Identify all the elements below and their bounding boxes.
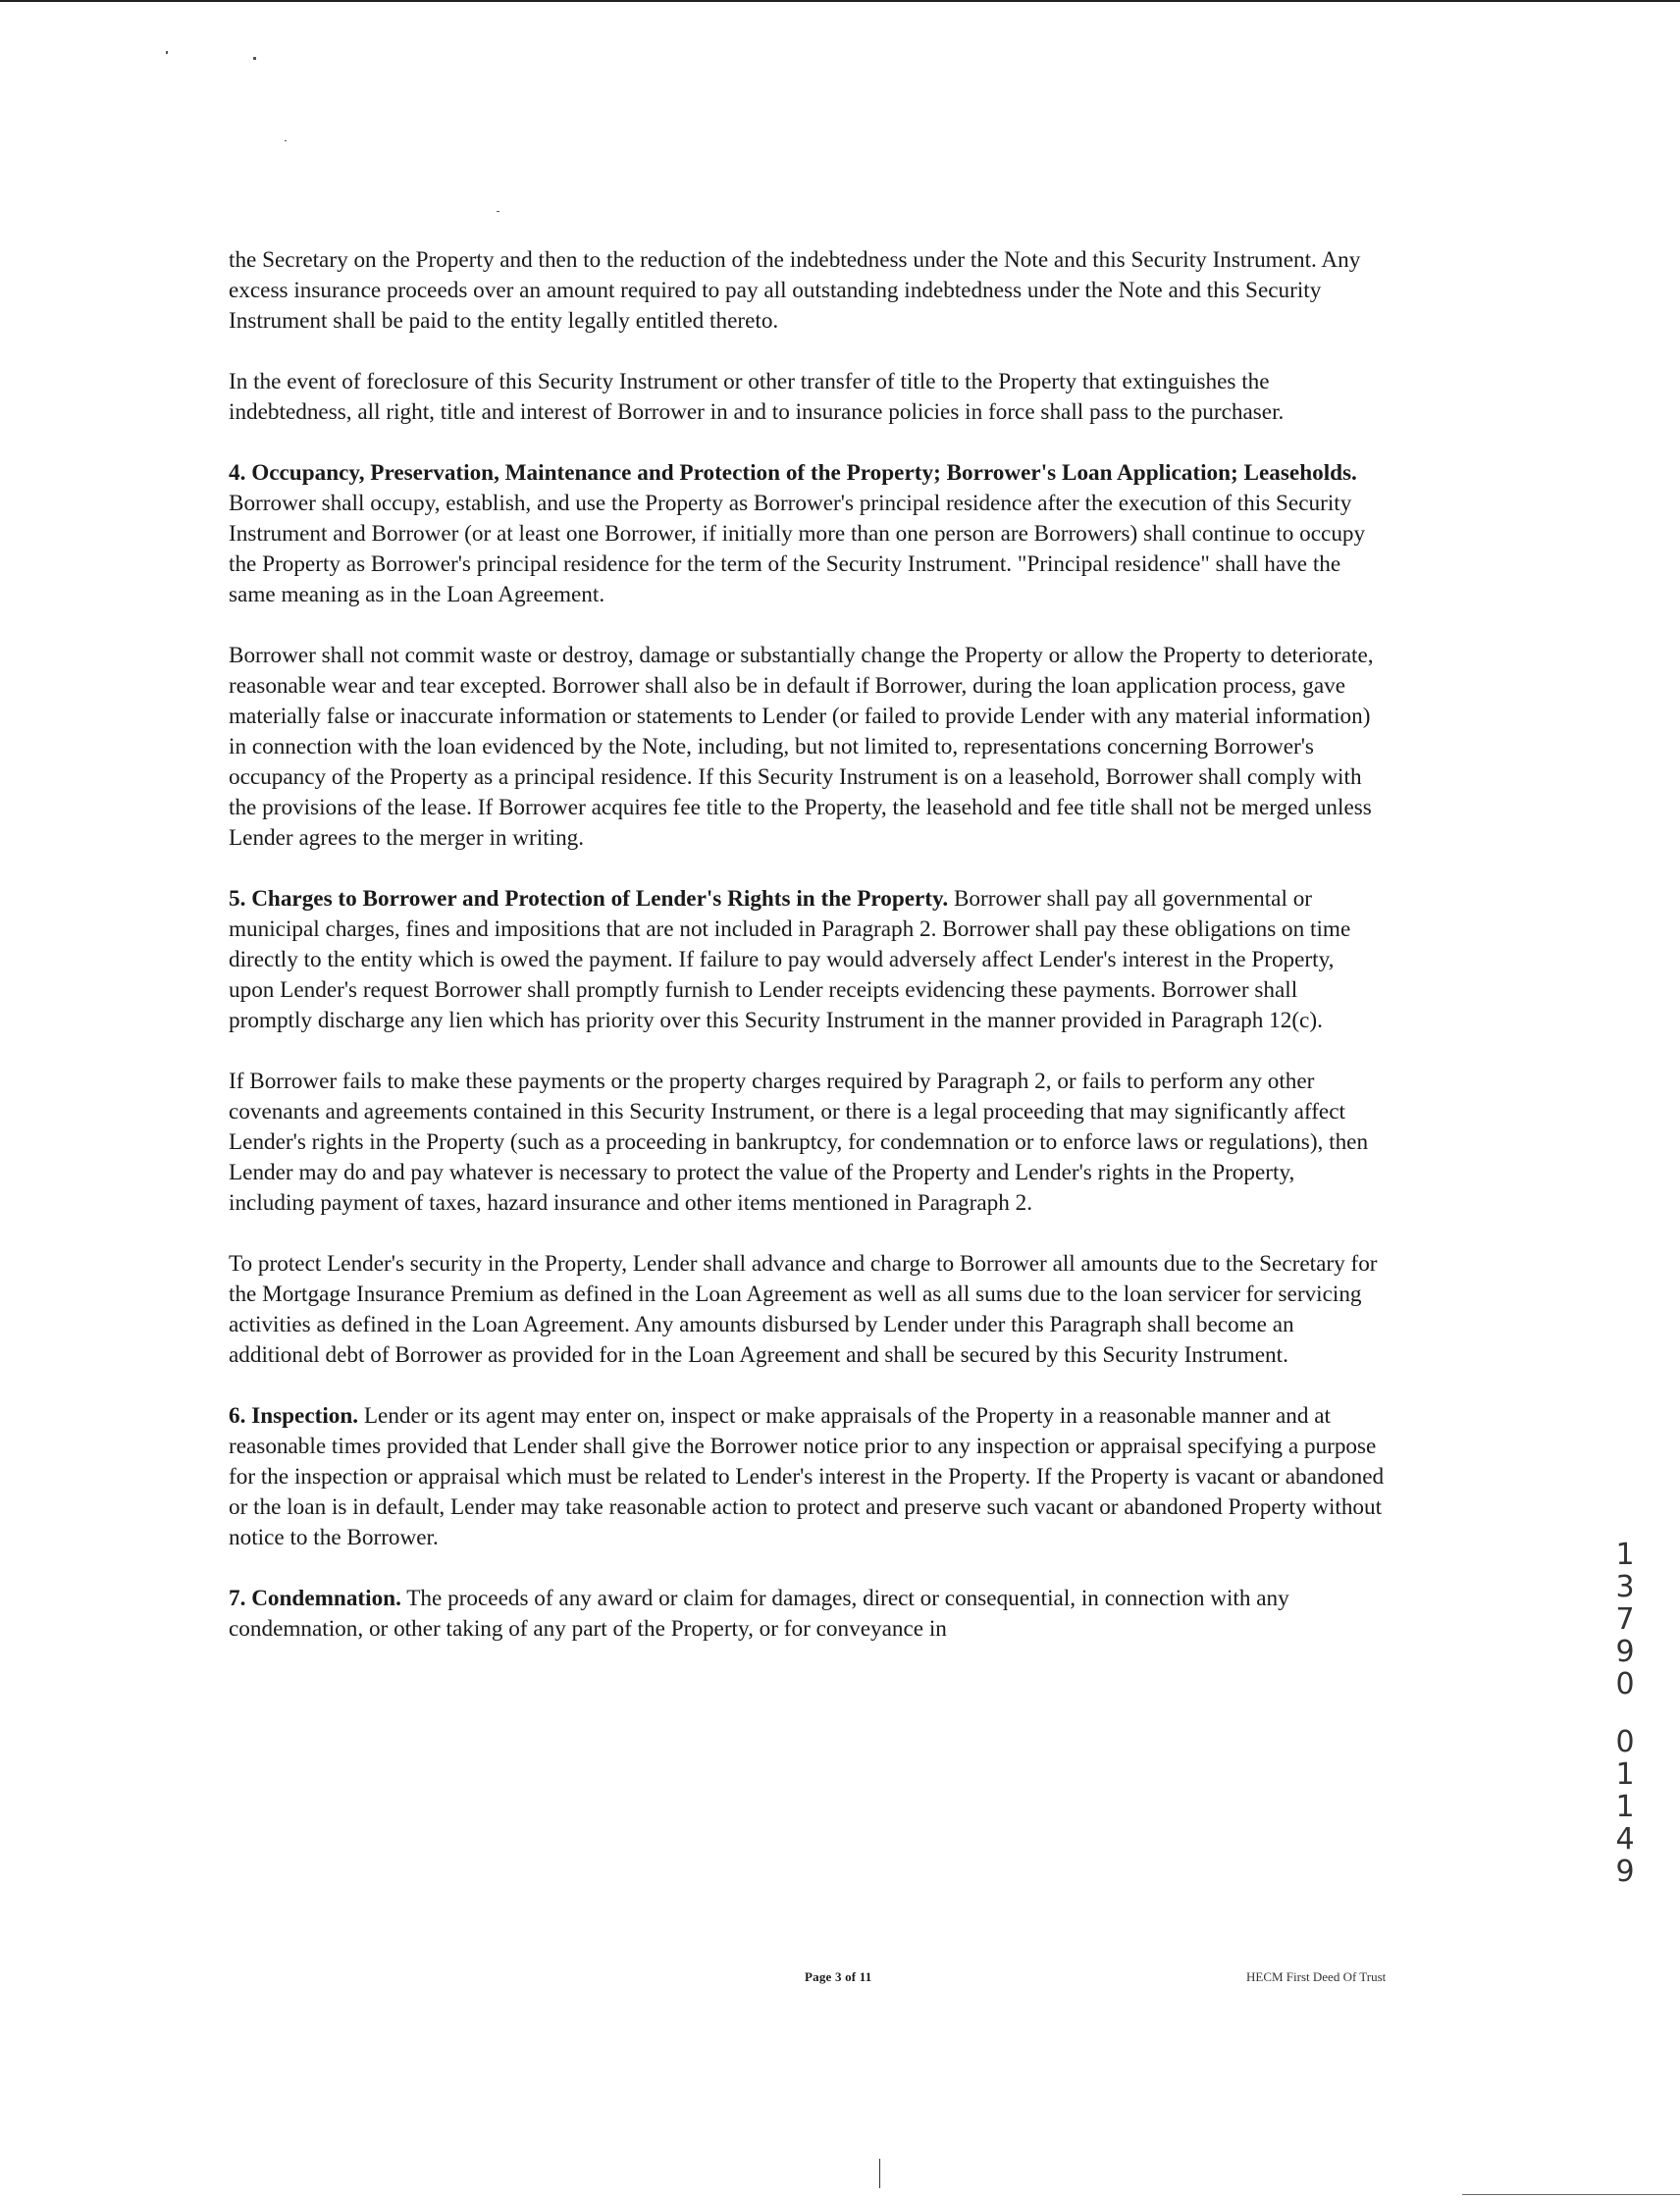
paragraph bbox=[229, 641, 1385, 854]
scan-speck bbox=[497, 211, 499, 212]
stamp-digit: 9 bbox=[1615, 1855, 1635, 1889]
paragraph-text: To protect Lender's security in the Property, Lender shall advance and charge to Borrower all amounts due to the Secretary for the Mortgage Insurance Premium as defined in the Loan Agreement as well as all sums due to the loan servicer for servicing activities as defined in the Loan Agreement. Any amounts disbursed by Lender under this Paragraph shall become an additional debt of Borrower as provided for in the Loan Agreement and shall be secured by this Security Instrument. bbox=[229, 1251, 1378, 1368]
section-6-inspection bbox=[229, 1401, 1385, 1553]
paragraph-heading: 7. Condemnation. bbox=[229, 1586, 401, 1611]
document-title-footer: HECM First Deed Of Trust bbox=[1246, 1969, 1387, 1984]
paragraph-text: Borrower shall not commit waste or destroy, damage or substantially change the Property or allow the Property to deteriorate, reasonable wear and tear excepted. Borrower shall also be in default if Borrower, during the loan application process, gave materially false or inaccurate information or statements to Lender (or failed to provide Lender with any material information) in connection with the loan evidenced by the Note, including, but not limited to, representations concerning Borrower's occupancy of the Property as a principal residence. If this Security Instrument is on a leasehold, Borrower shall comply with the provisions of the lease. If Borrower acquires fee title to the Property, the leasehold and fee title shall not be merged unless Lender agrees to the merger in writing. bbox=[229, 643, 1374, 851]
scan-mark bbox=[879, 2159, 880, 2188]
stamp-gap bbox=[1607, 1701, 1643, 1726]
paragraph bbox=[229, 1249, 1385, 1371]
scan-speck bbox=[253, 57, 256, 60]
paragraph-text: Borrower shall occupy, establish, and use the Property as Borrower's principal residence after the execution of this Security Instrument and Borrower (or at least one Borrower, if initially more than one person are Borrowers) shall continue to occupy the Property as Borrower's principal residence for the term of the Security Instrument. "Principal residence" shall have the same meaning as in the Loan Agreement. bbox=[229, 491, 1366, 607]
paragraph-text: Lender or its agent may enter on, inspect or make appraisals of the Property in a reasonable manner and at reasonable times provided that Lender shall give the Borrower notice prior to any inspection or appraisal specifying a purpose for the inspection or appraisal which must be related to Lender's interest in the Property. If the Property is vacant or abandoned or the loan is in default, Lender may take reasonable action to protect and preserve such vacant or abandoned Property without notice to the Borrower. bbox=[229, 1403, 1385, 1550]
scan-mark bbox=[1462, 2194, 1680, 2195]
paragraph-text: If Borrower fails to make these payments or the property charges required by Paragraph 2, or fails to perform any other covenants and agreements contained in this Security Instrument, or there is a legal proceeding that may significantly affect Lender's rights in the Property (such as a proceeding in bankruptcy, for condemnation or to enforce laws or regulations), then Lender may do and pay whatever is necessary to protect the value of the Property and Lender's rights in the Property, including payment of taxes, hazard insurance and other items mentioned in Paragraph 2. bbox=[229, 1069, 1369, 1216]
paragraph-text: Borrower shall pay all governmental or municipal charges, fines and impositions that are not included in Paragraph 2. Borrower shall pay these obligations on time directly to the entity which is owed the payment. If failure to pay would adversely affect Lender's interest in the Property, upon Lender's request Borrower shall promptly furnish to Lender receipts evidencing these payments. Borrower shall promptly discharge any lien which has priority over this Security Instrument in the manner provided in Paragraph 12(c). bbox=[229, 886, 1351, 1033]
scan-speck bbox=[166, 51, 168, 54]
document-body bbox=[229, 245, 1385, 1675]
paragraph bbox=[229, 245, 1385, 337]
paragraph-text: In the event of foreclosure of this Security Instrument or other transfer of title to the Property that extinguishes the indebtedness, all right, title and interest of Borrower in and to insurance policies in force shall pass to the purchaser. bbox=[229, 369, 1285, 425]
stamp-digit: 0 bbox=[1615, 1667, 1635, 1701]
section-5-charges bbox=[229, 884, 1385, 1036]
stamp-digit: 0 bbox=[1615, 1725, 1635, 1759]
paragraph-heading: 5. Charges to Borrower and Protection of Lender's Rights in the Property. bbox=[229, 886, 949, 912]
section-4-occupancy bbox=[229, 458, 1385, 610]
page-number: Page 3 of 11 bbox=[805, 1969, 872, 1984]
scan-speck bbox=[285, 140, 287, 141]
paragraph-heading: 6. Inspection. bbox=[229, 1403, 359, 1429]
paragraph bbox=[229, 1067, 1385, 1219]
stamp-digit: 3 bbox=[1615, 1570, 1635, 1604]
paragraph-text: The proceeds of any award or claim for damages, direct or consequential, in connection with any condemnation, or other taking of any part of the Property, or for conveyance in bbox=[229, 1586, 1289, 1642]
paragraph-text: the Secretary on the Property and then to the reduction of the indebtedness under the Note and this Security Instrument. Any excess insurance proceeds over an amount required to pay all outstanding indebtedness under the Note and this Security Instrument shall be paid to the entity legally entitled thereto. bbox=[229, 247, 1361, 334]
stamp-digit: 9 bbox=[1615, 1635, 1635, 1669]
section-7-condemnation bbox=[229, 1584, 1385, 1645]
stamp-digit: 1 bbox=[1615, 1538, 1635, 1572]
stamp-digit: 4 bbox=[1615, 1822, 1635, 1857]
stamp-digit: 7 bbox=[1615, 1602, 1635, 1637]
paragraph-heading: 4. Occupancy, Preservation, Maintenance and Protection of the Property; Borrower's Loan Application; Leaseholds. bbox=[229, 460, 1357, 486]
top-scan-border bbox=[0, 0, 1680, 2]
stamp-digit: 1 bbox=[1615, 1790, 1635, 1824]
recording-number-stamp bbox=[1607, 1539, 1643, 1888]
stamp-digit: 1 bbox=[1615, 1757, 1635, 1792]
paragraph bbox=[229, 367, 1385, 428]
